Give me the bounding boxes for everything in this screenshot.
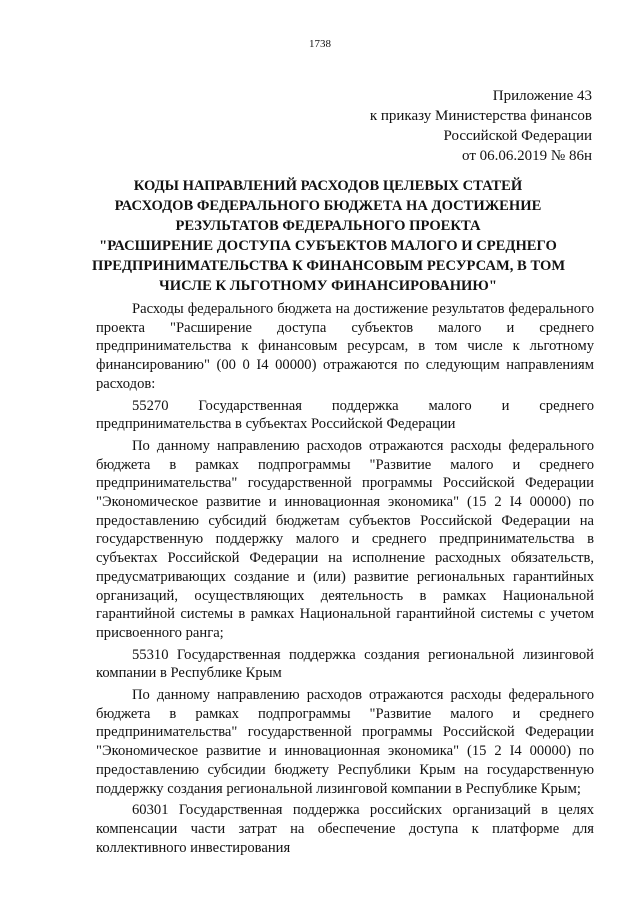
title-line: РАСХОДОВ ФЕДЕРАЛЬНОГО БЮДЖЕТА НА ДОСТИЖЕНИЕ [114,198,542,214]
page-number: 1738 [309,38,331,50]
code-55310-heading: 55310 Государственная поддержка создания региональной лизинговой компании в Республике Крым [96,646,594,682]
document-body [96,300,594,857]
appendix-block [370,86,592,166]
document-title [92,176,564,296]
title-line: ПРЕДПРИНИМАТЕЛЬСТВА К ФИНАНСОВЫМ РЕСУРСАМ, В ТОМ [92,258,566,274]
intro-paragraph: Расходы федерального бюджета на достижение результатов федерального проекта "Расширение доступа субъектов малого и среднего предпринимательства к финансовым ресурсам, в том числе к льготному финансированию" (00 0 I4 00000) отражаются по следующим направлениям расходов: [96,301,594,392]
code-60301-heading: 60301 Государственная поддержка российских организаций в целях компенсации части затрат на обеспечение доступа к платформе для коллективного инвестирования [96,802,594,856]
title-line: РЕЗУЛЬТАТОВ ФЕДЕРАЛЬНОГО ПРОЕКТА [175,218,481,234]
appendix-line: к приказу Министерства финансов [369,108,592,124]
title-line: ЧИСЛЕ К ЛЬГОТНОМУ ФИНАНСИРОВАНИЮ" [159,278,497,294]
title-line: "РАСШИРЕНИЕ ДОСТУПА СУБЪЕКТОВ МАЛОГО И СРЕДНЕГО [99,238,557,254]
appendix-line: Приложение 43 [492,88,592,104]
appendix-line: от 06.06.2019 № 86н [462,148,592,164]
code-55310-description: По данному направлению расходов отражаются расходы федерального бюджета в рамках подпрограммы "Развитие малого и среднего предпринимательства" государственной программы Российской Федерации "Экономическое развитие и инновационная экономика" (15 2 I4 00000) по предоставлению субсидии бюджету Республики Крым на государственную поддержку создания региональной лизинговой компании в Республике Крым; [96,687,594,797]
code-55270-description: По данному направлению расходов отражаются расходы федерального бюджета в рамках подпрограммы "Развитие малого и среднего предпринимательства" государственной программы Российской Федерации "Экономическое развитие и инновационная экономика" (15 2 I4 00000) по предоставлению субсидий бюджетам субъектов Российской Федерации на государственную поддержку малого и среднего предпринимательства в субъектах Российской Федерации на исполнение расходных обязательств, предусматривающих создание и (или) развитие региональных гарантийных организаций, осуществляющих деятельность в рамках Национальной гарантийной системы в рамках Национальной гарантийной системы с учетом присвоенного ранга; [96,437,594,641]
title-line: КОДЫ НАПРАВЛЕНИЙ РАСХОДОВ ЦЕЛЕВЫХ СТАТЕЙ [133,178,523,194]
code-55270-heading: 55270 Государственная поддержка малого и среднего предпринимательства в субъектах Российской Федерации [96,397,594,433]
appendix-line: Российской Федерации [443,128,592,144]
